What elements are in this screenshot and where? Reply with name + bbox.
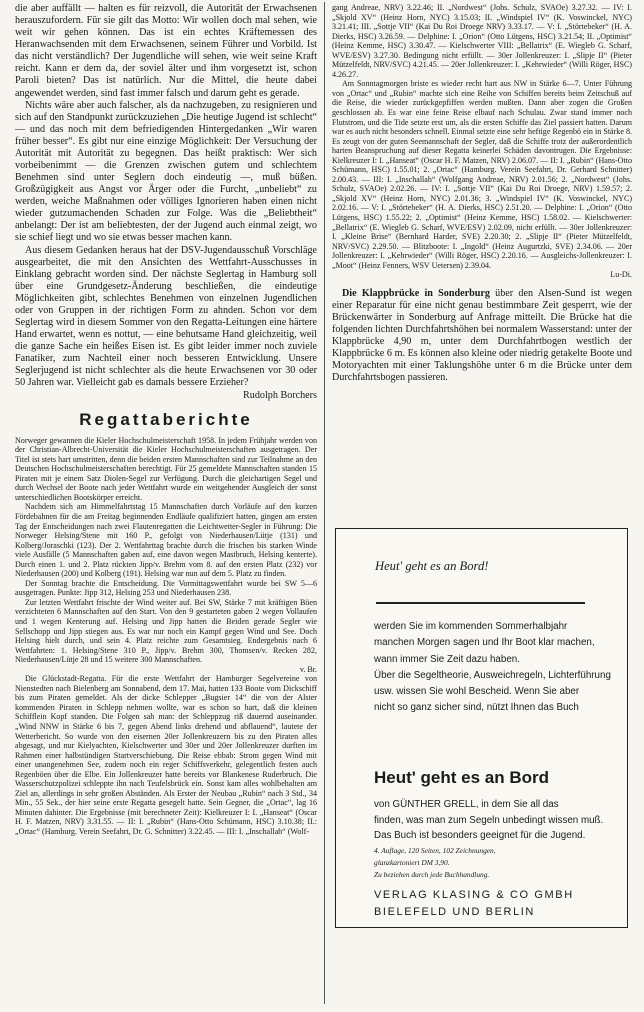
author-signature: Rudolph Borchers [243,389,317,401]
ad-book-title: Heut' geht es an Bord [374,768,550,787]
ad-body-line: werden Sie im kommenden Sommerhalbjahr [374,621,568,632]
ad-description-line: finden, was man zum Segeln unbedingt wissen muß. [374,814,604,826]
right-column [332,3,632,384]
ad-body [374,619,619,717]
ad-body-line: usw. wissen Sie wohl Bescheid. Wenn Sie aber [374,686,580,698]
report-paragraph: Norweger gewannen die Kieler Hochschulmeisterschaft 1958. In jedem Frühjahr werden von der Christian-Albrecht-Universität die Kieler Hochschulmeisterschaften ausgetragen. Der Titel ist stets hart umstritten, denn die beiden ersten Mannschaften sind zur Teilnahme an den Deutschen Hochschulmeisterschaften berechtigt. Für 25 gemeldete Mannschaften standen 15 Piraten mit je einem Satz Diolen-Segel zur Verfügung. Durch die gleichartigen Segel und durch Wechsel der Boote nach jeder Wettfahrt wurde ein weitgehender Ausgleich der sonst unterschiedlichen Bootskörper erreicht. [15,435,317,502]
ad-body-line: nicht so ganz sicher sind, nützt Ihnen das Buch [374,702,579,714]
ad-body-line: manchen Morgen sagen und Ihr Boot klar machen, [374,637,595,649]
bridge-notice-lead: Die Klappbrücke in Sonderburg [342,287,490,299]
report-paragraph: Zur letzten Wettfahrt frischte der Wind weiter auf. Bei SW, Stärke 7 mit kräftigen Böen verzichteten 6 Mannschaften auf den Start. Von den 9 gestarteten gaben 2 wegen Vollaufen und 1 wegen Kenterung auf. Helsing und Jipp hatten die Beiden gerade Segler wie Sellschopp und Jipp stiegen aus. Es war nur noch ein Kampf gegen Wind und See. Doch Helsing hielt durch, und sein 4. Platz reichte zum Gesamtsieg. Endergebnis nach 6 Wettfahrten: 1. Helsing/Stene 310 P., Jipp/v. Brehm 300, Thomsen/v. Recken 282, Niederhausen/Lütje 28 und 15 weitere 300 Mannschaften. [15,597,317,665]
results-paragraph: Am Sonntagmorgen briste es wieder recht hart aus NW in Stärke 6—7. Unter Führung von „Ortac“ und „Rubin“ machte sich eine Reihe von Schiffen bereits beim Zeitschuß auf die Reise, die wieder zurückgepfiffen werden mußten. Dann aber zogen die Großen geschlossen ab. Es war eine feine Reise elbauf nach Schulau. Zwar stand immer noch Flutstrom, und die Tide setzte erst um, als die ersten Schiffe das Ziel passiert hatten. Darum war es auch nicht besonders schnell. Einmal setzte eine sehr heftige Regenbö ein in Stärke 8. Es zeugt von der guten Seemannschaft der Segler, daß die Schiffe trotz der außerordentlich harten Beanspruchung auf dieser Regatta keinerlei Schäden davontrugen. Die Ergebnisse: Kielkreuzer I: I. „Hanseat“ (Oscar H. F. Matzen, NRV) 2.06.07. — II: I. „Rubin“ (Hans-Otto Schümann, HSC) 1.55.01; 2. „Ortac“ (Hamburg. Verein Seefahrt, Dr. Gerhard Schnitter) 2.00.43. — III: I. „Inschallah“ (Wolfgang Andreae, NRV) 2.01.56; 2. „Nordwest“ (Johs. Schulz, SVAOe) 2.02.26. — IV: I. „Sottje VII“ (Kai Du Roi Droege, NRV) 1.59.57; 2. „Skjold XV“ (Heinz Horn, NYC) 2.01.36; 3. „Windspiel IV“ (K. Voswinckel, NYC) 2.02.16. — V: I. „Störtebeker“ (H. A. Dierks, HSC) 2.51.20. — Delphine: I. „Orion“ (Otto Lütgens, HSC) 1.55.22; 2. „Optimist“ (Heinz Kemme, HSC) 1.58.02. — Kielschwerter: „Bellatrix“ (E. Wiegleb G. Scharf, WVE/ESV) 2.02.09, nicht erfüllt. — 30er Jollenkreuzer: I. „Kleine Brise“ (Bernhard Harder, SVE) 2.20.30; 2. „Slipje II“ (Pieter Mützelfeldt, NRV/SVC) 2.29.50. — Blitzboote: I. „Ingold“ (Heinz Augurtzki, SVE) 2.34.06. — 20er Jollenkreuzer: I. „Kehrwieder“ (Willi Röger, HSC) 2.20.16. — Ausgleichs-Jollenkreuzer: I. „Moot“ (Heinz Fenners, WSV Uetersen) 2.39.04. [332,79,632,270]
ad-body-line: Über die Segeltheorie, Ausweichregeln, Lichterführung [374,669,611,681]
report-paragraph: Nachdem sich am Himmelfahrtstag 15 Mannschaften durch Vorläufe auf den kurzen Fördebahnen für die am Freitag beginnenden Endläufe qualifiziert hatten, gingen am ersten Tag der Entscheidungen nach zwei Flautenregatten die Leichtwetter-Segler in Führung: Die Norweger Helsing/Stene mit 160 P., gefolgt von Niederhausen/Lütje (131) und Kolberg/Joraschki (123). Der 2. Wettfahrttag brachte durch die frischen bis starken Winde viele Ausfälle (5 Mannschaften gaben auf, eine davon wegen Mastbruch, Helsing kenterte). Durch einen 1. und 2. Platz rückten Jipp/v. Brehm vom 8. auf den ersten Platz (232) vor Niederhausen (200) und Kolberg (191). Helsing war nun auf dem 5. Platz zu finden. [15,502,317,579]
ad-publisher-line: VERLAG KLASING & CO GMBH [374,889,574,901]
ad-detail-line: Zu beziehen durch jede Buchhandlung. [374,870,490,879]
ad-publisher-line: BIELEFELD UND BERLIN [374,905,535,918]
section-title: Regattaberichte [79,409,253,429]
results-paragraph: gang Andreae, NRV) 3.22.46; II. „Nordwest“ (Johs. Schulz, SVAOe) 3.27.32. — IV: I. „Skjold XV“ (Heinz Horn, NYC) 3.15.03; II. „Windspiel IV“ (K. Voswinckel, NYC) 3.21.41; III. „Sottje VII“ (Kai Du Roi Droege NRV) 3.33.17. — V: I. „Störtebeker“ (H. A. Dierks, HSC) 3.26.59. — Delphine: I. „Orion“ (Otto Lütgens, HSC) 3.21.54; II. „Optimist“ (Heinz Kemme, HSC) 3.30.47. — Kielschwerter VIII: „Bellatrix“ (E. Wiegleb G. Scharf, WVE/ESV) 3.27.30. Bedingung nicht erfüllt. — 30er Jollenkreuzer: I. „Slipje II“ (Pieter Mützelfeldt, NRV/SVC) 4.21.45. — 20er Jollenkreuzer: I. „Kehrwieder“ (Willi Röger, HSC) 4.26.27. [332,3,632,79]
ad-detail-line: glanzkartoniert DM 3,90. [374,858,450,867]
ad-description [374,797,624,844]
results-signature: Lu-Di. [610,270,632,280]
report-paragraph: Die Glückstadt-Regatta. Für die erste Wettfahrt der Hamburger Segelvereine von Nienstedten nach Bielenberg am Sonnabend, dem 17. Mai, hatten 133 Boote vom Dickschiff bis zum Piraten gemeldet. Als der dicke Schlepper „Bugsier 14“ die von der Alster kommenden Piraten in Schlepp nehmen wollte, war es schon so hart, daß die kleinen Schifflein Kopf standen. Die Folgen sah man: der Schleppzug riß dauernd auseinander. „Wind NNW in Stärke 6 bis 7, gegen Abend links drehend und abflauend“, lautete der Wetterbericht. So wurde von den eisernen 20er Jollenkreuzern bis zu den Piraten alles abgesagt, und nur Kielyachten, Kielschwerter und 30er und 20er Jollenkreuzer durften im Rahmen einer halbstündigen Startverschiebung. Die Reise ebbab: Strom gegen Wind mit einer unangenehmen See, zudem noch ein reger Schiffsverkehr, gelegentlich festen auch Regenböen über die Elbe. Ein Jollenkreuzer hatte bereits vor Blankenese Ruderbruch. Die Wasserschutzpolizei schleppte ihn nach Teufelsbrück ein. Sonst kam alles wohlbehalten am Ziel an, allerdings in sehr großen Abständen. Als Erster der Neubau „Rubin“ nach 3 Std., 34 Min., 55 Sek., der hier seine erste Regatta gesegelt hatte. Sein Gegner, die „Ortac“, lag 16 Minuten dahinter. Die Ergebnisse (mit berechneter Zeit): Kielkreuzer I: I. „Hanseat“ (Oscar H. F. Matzen, NRV) 3.31.55. — II: I. „Rubin“ (Hans-Otto Schümann, HSC) 3.10.38; II.: „Ortac“ (Hamburg. Verein Seefahrt, Dr. G. Schnitter) 3.22.45. — III: I. „Inschallah“ (Wolf- [15,674,317,836]
report-paragraph: Der Sonntag brachte die Entscheidung. Die Vormittagswettfahrt wurde bei SW 5—6 ausgetragen. Punkte: Jipp 312, Helsing 253 und Niederhausen 238. [15,578,317,598]
ad-body-line: wann immer Sie Zeit dazu haben. [374,653,520,665]
ad-detail-line: 4. Auflage, 120 Seiten, 102 Zeichnungen, [374,846,496,855]
report-signature: v. Br. [299,664,317,674]
ad-description-line: Das Buch ist besonders geeignet für die Jugend. [374,830,586,841]
intro-paragraph: Aus diesem Gedanken heraus hat der DSV-Jugendausschuß Vorschläge ausgearbeitet, die mit den Ansichten des Wettfahrt-Ausschusses in Einklang gebracht worden sind. Der nächste Seglertag in Hamburg soll über eine Grundgesetz-Änderung beschließen, die eindeutige Möglichkeiten gibt, schlechtes Benehmen von einzelnen Jugendlichen oder von Gruppen in der richtigen Form zu ahnden. Schon vor dem Seglertag wird in diesem Sommer von den Regatta-Leitungen eine härtere Hand erwartet, wenn es nottut, — eine behutsame Hand gleichzeitig, weil die ganze Sache ein heißes Eisen ist. Es gibt leider immer noch zuviele Fanatiker, zum Nachteil einer noch besseren Entwicklung. Unsere Seglerjugend ist nicht schlechter als die heute Erwachsenen vor 30 oder 50 Jahren war. Vielleicht gab es damals bessere Erzieher? [15,244,317,389]
ad-divider [376,602,585,604]
book-advertisement [335,528,628,928]
ad-description-line: von GÜNTHER GRELL, in dem Sie all das [374,799,559,810]
intro-paragraph: die aber auffällt — halten es für reizvoll, die Autorität der Erwachsenen herauszufordern. Für sie gilt das Motto: Wir wollen doch mal sehen, wie weit wir gehen können. Das ist ein echtes Kräftemessen des Heranwachsenden mit dem Erwachsenen, seinem Führer und Vorbild. Ist das nicht verständlich? Der Jugendliche will sehen, wie weit seine Kraft reicht. Kann er dem da, der soviel älter und ihm vorgesetzt ist, schon Paroli bieten? Das ist natürlich. Nur die Mittel, die heute dabei angewendet werden, sind fast immer falsch und darum geht es gerade. [15,3,317,99]
bridge-notice-text: über den Alsen-Sund ist wegen einer Reparatur für eine nicht genau bestimmbare Zeit gesperrt, wie der Brückenwärter in Sonderburg auf Anfrage mitteilt. Die Brücke hat die folgenden lichten Durchfahrtshöhen bei normalem Wasserstand: unter der Klappbrücke 4,90 m, unter dem Durchfahrtbogen westlich der Klappbrücke 6 m. Es können also kleine oder niedrig getakelte Boote und Motoryachten mit einer Taklungshöhe unter 6 m die Brücke unter dem Durchfahrtsbogen passieren. [332,287,632,384]
bridge-notice [332,288,632,385]
ad-book-details [374,845,496,881]
ad-tagline: Heut' geht es an Bord! [375,559,489,573]
ad-publisher [374,887,574,920]
left-column [15,3,317,837]
column-divider [324,2,325,1004]
intro-paragraph: Nichts wäre aber auch falscher, als da nachzugeben, zu resignieren und sich auf den Standpunkt zurückzuziehen „Die heutige Jugend ist schlecht“ — und das noch mit dem befriedigenden Hintergedanken „Wir waren früher besser“. Es gibt nur eine einzige Möglichkeit: Der Versuchung der Autorität mit Autorität zu begegnen. Das heißt praktisch: Wer sich vorbeibenimmt — die Grenzen zwischen gutem und schlechtem Benehmen sind unter Seglern doch eindeutig —, muß büßen. Großzügigkeit aus Angst vor Ärger oder die Furcht, „unbeliebt“ zu werden, weiche Maßnahmen oder völliges Ignorieren haben einen nicht wieder gutzumachenden Schaden zur Folge. Was die „Beliebtheit“ anbelangt: Der ist am beliebtesten, der der Jugend auch einmal zeigt, wo sie schief liegt und wo sie etwas besser machen kann. [15,99,317,244]
